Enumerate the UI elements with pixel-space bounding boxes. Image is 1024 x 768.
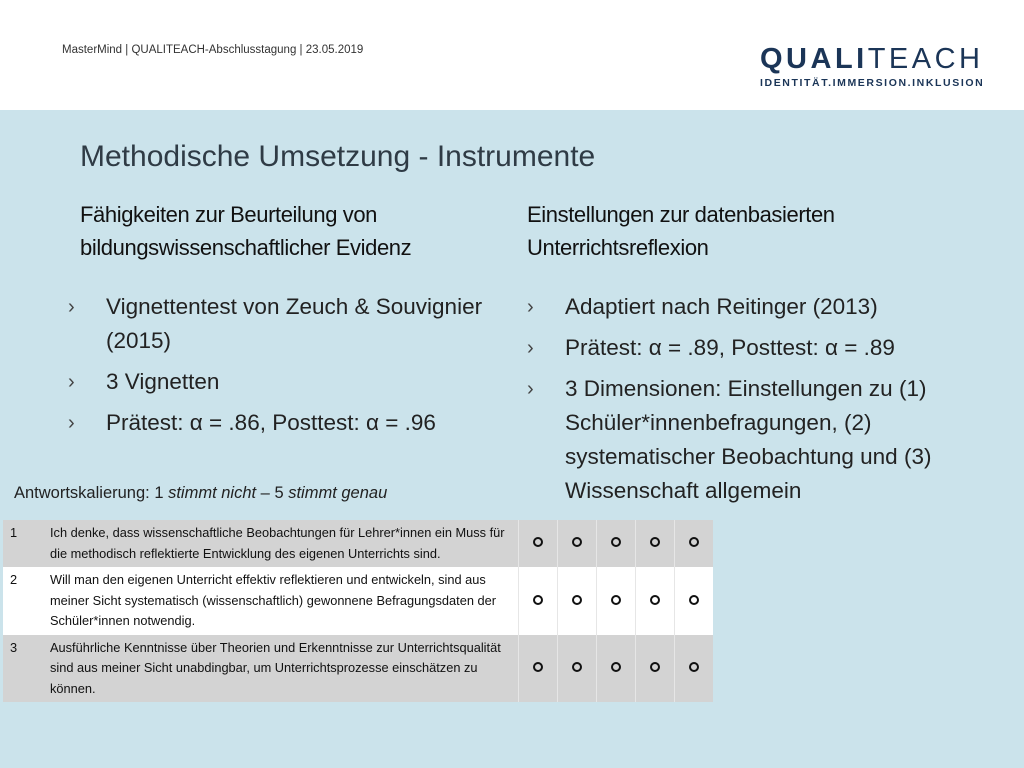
- item-text: Ich denke, dass wissenschaftliche Beobachtungen für Lehrer*innen ein Muss für die methodisch reflektierte Entwicklung des eigenen Unterrichts sind.: [50, 520, 519, 567]
- scale-high: stimmt genau: [288, 484, 388, 502]
- option-4[interactable]: [636, 635, 675, 703]
- radio-option-icon: [689, 662, 699, 672]
- slide-title: Methodische Umsetzung - Instrumente: [80, 140, 596, 173]
- radio-option-icon: [572, 537, 582, 547]
- option-2[interactable]: [558, 567, 597, 635]
- item-number: 3: [3, 635, 50, 703]
- radio-option-icon: [689, 537, 699, 547]
- option-2[interactable]: [558, 520, 597, 567]
- chevron-right-icon: ›: [68, 296, 75, 318]
- radio-option-icon: [650, 537, 660, 547]
- logo-wordmark: [760, 44, 990, 74]
- list-item: [527, 331, 967, 365]
- chevron-right-icon: ›: [527, 337, 534, 359]
- questionnaire-table: [3, 520, 713, 702]
- radio-option-icon: [533, 595, 543, 605]
- list-item: [68, 406, 508, 440]
- right-column-heading: [527, 198, 967, 264]
- logo-light: TEACH: [867, 43, 984, 75]
- left-heading-line1: Fähigkeiten zur Beurteilung von: [80, 202, 378, 227]
- chevron-right-icon: ›: [68, 371, 75, 393]
- option-5[interactable]: [675, 520, 714, 567]
- bullet-text: 3 Vignetten: [106, 369, 220, 394]
- bullet-text: Adaptiert nach Reitinger (2013): [565, 294, 878, 319]
- radio-option-icon: [572, 595, 582, 605]
- list-item: [527, 372, 967, 508]
- radio-option-icon: [650, 662, 660, 672]
- right-heading-line2: Unterrichtsreflexion: [527, 235, 709, 260]
- radio-option-icon: [689, 595, 699, 605]
- answer-scale-caption: [14, 484, 387, 503]
- option-1[interactable]: [519, 635, 558, 703]
- option-3[interactable]: [597, 567, 636, 635]
- option-3[interactable]: [597, 520, 636, 567]
- right-bullet-list: [527, 290, 967, 515]
- chevron-right-icon: ›: [68, 412, 75, 434]
- radio-option-icon: [533, 537, 543, 547]
- item-number: 1: [3, 520, 50, 567]
- radio-option-icon: [650, 595, 660, 605]
- scale-prefix: Antwortskalierung: 1: [14, 484, 169, 502]
- item-text: Ausführliche Kenntnisse über Theorien und Erkenntnisse zur Unterrichtsqualität sind aus meiner Sicht unabdingbar, um Unterrichtsprozesse einschätzen zu können.: [50, 635, 519, 703]
- option-5[interactable]: [675, 635, 714, 703]
- option-5[interactable]: [675, 567, 714, 635]
- bullet-text: Prätest: α = .89, Posttest: α = .89: [565, 335, 895, 360]
- left-column-heading: [80, 198, 500, 264]
- slide-header: [0, 0, 1024, 110]
- table-row: [3, 567, 713, 635]
- option-1[interactable]: [519, 520, 558, 567]
- option-4[interactable]: [636, 567, 675, 635]
- logo-bold: QUALI: [760, 43, 868, 75]
- radio-option-icon: [611, 537, 621, 547]
- chevron-right-icon: ›: [527, 378, 534, 400]
- radio-option-icon: [572, 662, 582, 672]
- left-heading-line2: bildungswissenschaftlicher Evidenz: [80, 235, 412, 260]
- scale-low: stimmt nicht: [168, 484, 257, 502]
- list-item: [527, 290, 967, 324]
- option-3[interactable]: [597, 635, 636, 703]
- table-row: [3, 520, 713, 567]
- item-number: 2: [3, 567, 50, 635]
- list-item: [68, 365, 508, 399]
- option-1[interactable]: [519, 567, 558, 635]
- option-2[interactable]: [558, 635, 597, 703]
- list-item: [68, 290, 508, 358]
- qualiteach-logo: [760, 44, 990, 89]
- chevron-right-icon: ›: [527, 296, 534, 318]
- scale-dash: – 5: [256, 484, 289, 502]
- radio-option-icon: [611, 662, 621, 672]
- bullet-text: Vignettentest von Zeuch & Souvignier (2015): [106, 294, 483, 353]
- option-4[interactable]: [636, 520, 675, 567]
- item-text: Will man den eigenen Unterricht effektiv reflektieren und entwickeln, sind aus meiner Sicht systematisch (wissenschaftlich) gewonnene Befragungsdaten der Schüler*innen notwendig.: [50, 567, 519, 635]
- table-row: [3, 635, 713, 703]
- left-bullet-list: [68, 290, 508, 447]
- radio-option-icon: [611, 595, 621, 605]
- radio-option-icon: [533, 662, 543, 672]
- right-heading-line1: Einstellungen zur datenbasierten: [527, 202, 835, 227]
- bullet-text: Prätest: α = .86, Posttest: α = .96: [106, 410, 436, 435]
- bullet-text: 3 Dimensionen: Einstellungen zu (1) Schüler*innenbefragungen, (2) systematischer Beobachtung und (3) Wissenschaft allgemein: [565, 376, 932, 503]
- logo-tagline: IDENTITÄT.IMMERSION.INKLUSION: [760, 77, 985, 89]
- header-meta: MasterMind | QUALITEACH-Abschlusstagung | 23.05.2019: [62, 44, 364, 56]
